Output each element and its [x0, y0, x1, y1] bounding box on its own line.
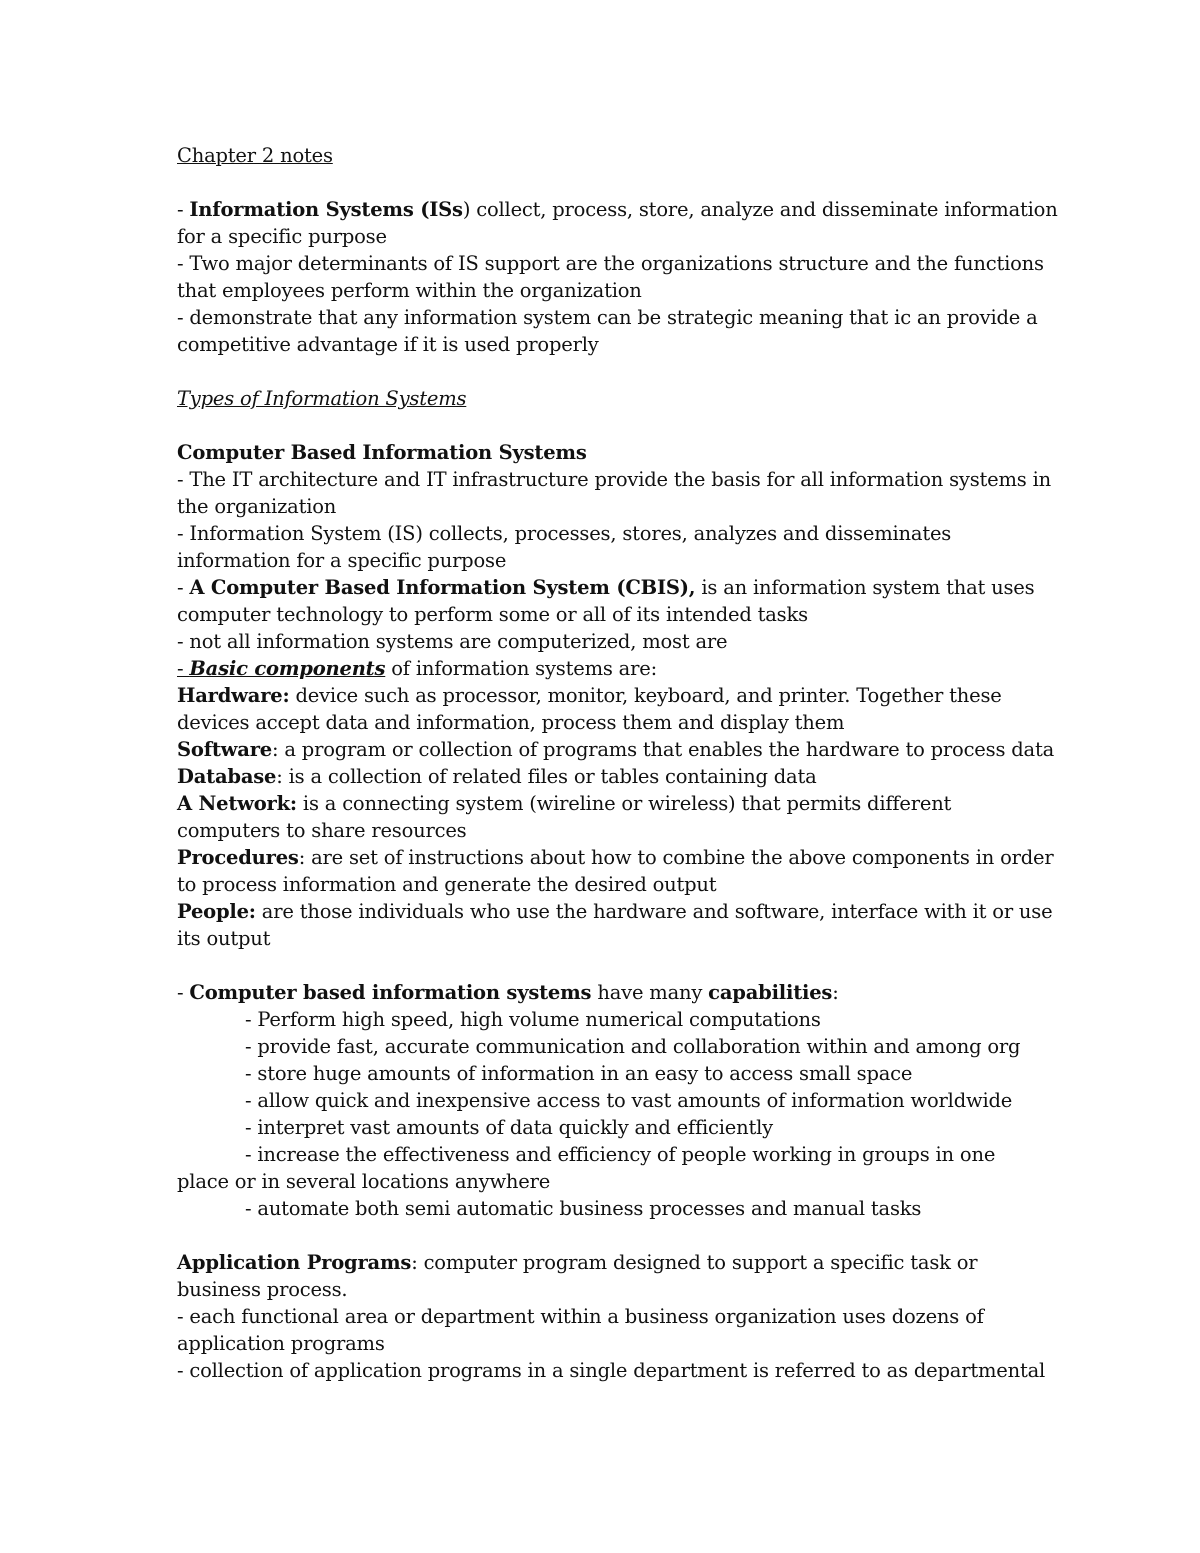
intro-line-cont: competitive advantage if it is used properly	[177, 333, 599, 356]
capability-item: - automate both semi automatic business processes and manual tasks	[245, 1197, 922, 1220]
dash: -	[177, 576, 190, 599]
component-cont: to process information and generate the desired output	[177, 873, 717, 896]
section-heading-types: Types of Information Systems	[177, 387, 467, 410]
capabilities-colon: :	[832, 981, 839, 1004]
application-line-cont: application programs	[177, 1332, 385, 1355]
capability-item: - interpret vast amounts of data quickly and efficiently	[245, 1116, 773, 1139]
capability-item: - increase the effectiveness and efficiency of people working in groups in one	[245, 1143, 996, 1166]
application-programs-line	[177, 1249, 1037, 1276]
spacer	[177, 952, 1037, 979]
cbis-line: - Information System (IS) collects, processes, stores, analyzes and disseminates	[177, 522, 952, 545]
spacer	[177, 169, 1037, 196]
capability-item: - provide fast, accurate communication and collaboration within and among org	[245, 1035, 1021, 1058]
component-def: are those individuals who use the hardware and software, interface with it or use	[255, 900, 1053, 923]
cbis-text: of information systems are:	[385, 657, 657, 680]
intro-line: - Two major determinants of IS support are the organizations structure and the functions	[177, 252, 1044, 275]
page-title: Chapter 2 notes	[177, 144, 333, 167]
dash: -	[177, 981, 190, 1004]
term-information-systems: Information Systems (ISs	[189, 198, 463, 221]
intro-line-cont: that employees perform within the organization	[177, 279, 642, 302]
capability-item: - store huge amounts of information in an easy to access small space	[245, 1062, 913, 1085]
capability-item: - Perform high speed, high volume numerical computations	[245, 1008, 821, 1031]
component-cont: computers to share resources	[177, 819, 467, 842]
intro-line	[177, 196, 1058, 223]
component-def: : is a collection of related files or tables containing data	[276, 765, 817, 788]
component-def: : a program or collection of programs that enables the hardware to process data	[272, 738, 1055, 761]
cbis-line: - not all information systems are computerized, most are	[177, 630, 728, 653]
component-term: Software	[177, 738, 272, 761]
application-line: - collection of application programs in a single department is referred to as departmental	[177, 1359, 1046, 1382]
cbis-line: - The IT architecture and IT infrastructure provide the basis for all information systems in	[177, 468, 1051, 491]
component-term: Procedures	[177, 846, 299, 869]
component-term: People:	[177, 900, 256, 923]
component-term: Hardware:	[177, 684, 290, 707]
component-network	[177, 790, 1037, 817]
dash: -	[177, 198, 190, 221]
capabilities-intro	[177, 979, 1037, 1006]
cbis-line-cont: computer technology to perform some or all of its intended tasks	[177, 603, 808, 626]
cbis-line-cont: information for a specific purpose	[177, 549, 507, 572]
intro-line-cont: for a specific purpose	[177, 225, 387, 248]
intro-line: - demonstrate that any information system can be strategic meaning that ic an provide a	[177, 306, 1038, 329]
term-cbis-capabilities: Computer based information systems	[189, 981, 592, 1004]
component-term: A Network:	[177, 792, 297, 815]
component-term: Database	[177, 765, 277, 788]
spacer	[177, 412, 1037, 439]
component-people	[177, 898, 1053, 925]
term-application-programs: Application Programs	[177, 1251, 412, 1274]
dash: -	[177, 657, 190, 680]
cbis-line-cont: the organization	[177, 495, 337, 518]
capabilities-text: have many	[591, 981, 709, 1004]
term-basic-components: Basic components	[189, 657, 386, 680]
application-def: : computer program designed to support a specific task or	[411, 1251, 978, 1274]
capability-item-cont: place or in several locations anywhere	[177, 1170, 551, 1193]
cbis-text: is an information system that uses	[695, 576, 1035, 599]
intro-text: ) collect, process, store, analyze and disseminate information	[462, 198, 1058, 221]
component-hardware	[177, 682, 1037, 709]
component-def: is a connecting system (wireline or wireless) that permits different	[296, 792, 952, 815]
component-database	[177, 763, 1037, 790]
spacer	[177, 1222, 1037, 1249]
component-procedures	[177, 844, 1054, 871]
term-cbis: A Computer Based Information System (CBIS),	[189, 576, 696, 599]
document-page	[177, 142, 1058, 1384]
capability-item: - allow quick and inexpensive access to vast amounts of information worldwide	[245, 1089, 1013, 1112]
term-capabilities: capabilities	[708, 981, 833, 1004]
cbis-line	[177, 655, 1037, 682]
component-cont: its output	[177, 927, 271, 950]
component-def: : are set of instructions about how to combine the above components in order	[298, 846, 1054, 869]
spacer	[177, 358, 1037, 385]
component-cont: devices accept data and information, process them and display them	[177, 711, 845, 734]
cbis-line	[177, 574, 1037, 601]
section-heading-cbis: Computer Based Information Systems	[177, 441, 587, 464]
component-software	[177, 736, 1055, 763]
application-line: - each functional area or department within a business organization uses dozens of	[177, 1305, 984, 1328]
component-def: device such as processor, monitor, keyboard, and printer. Together these	[289, 684, 1002, 707]
application-line-cont: business process.	[177, 1278, 348, 1301]
